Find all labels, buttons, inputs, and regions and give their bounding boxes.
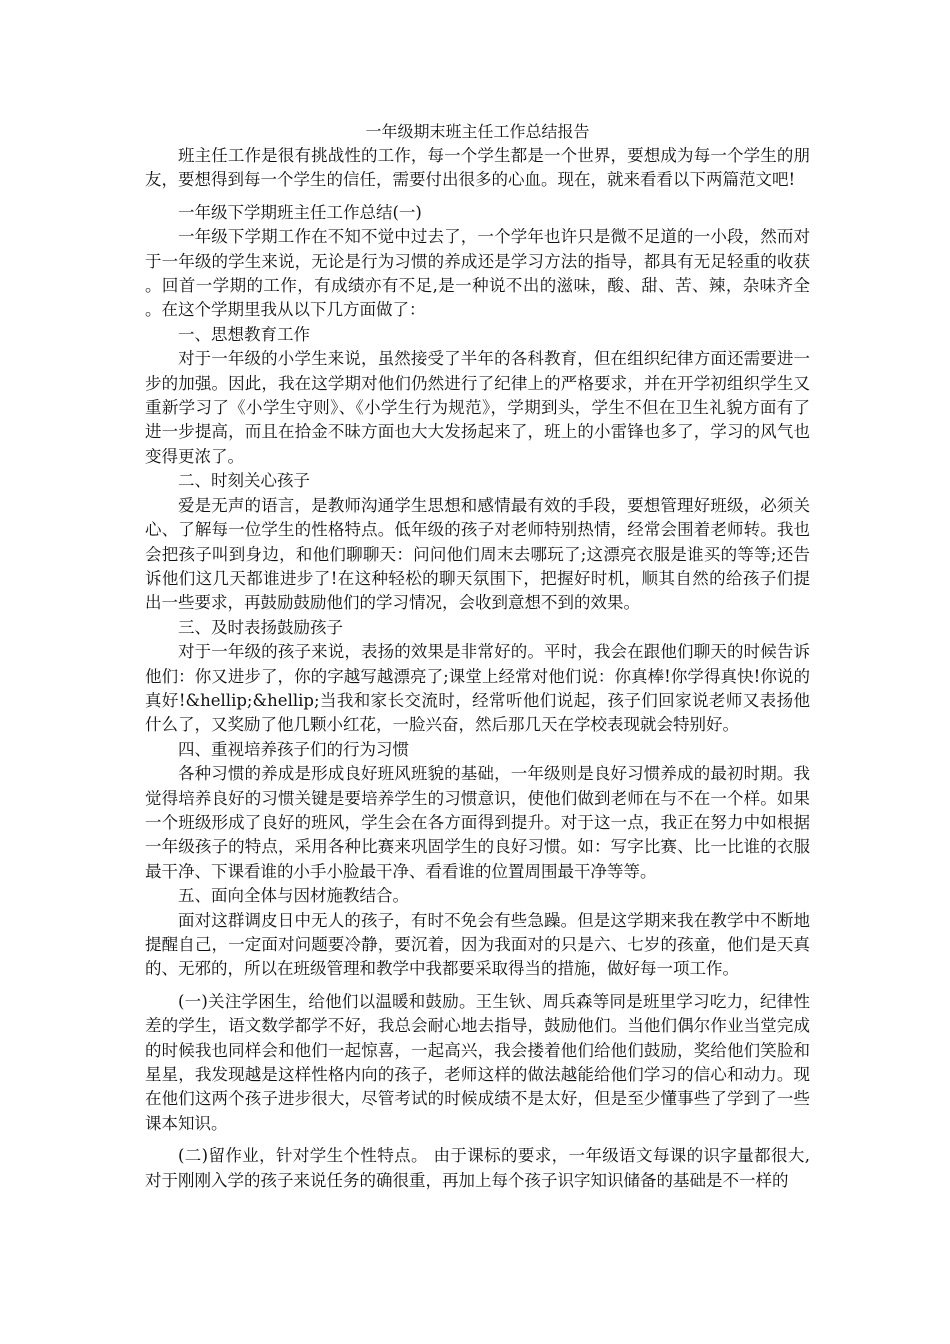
paragraph-6: 面对这群调皮日中无人的孩子，有时不免会有些急躁。但是这学期来我在教学中不断地提醒自己，一定面对问题要冷静，要沉着，因为我面对的只是六、七岁的孩童，他们是天真的、无邪的，所以在班级管理和教学中我都要采取得当的措施，做好每一项工作。 [145,910,810,979]
paragraph-8: (二)留作业，针对学生个性特点。 由于课标的要求，一年级语文每课的识字量都很大,对于刚刚入学的孩子来说任务的确很重，再加上每个孩子识字知识储备的基础是不一样的 [145,1146,810,1190]
paragraph-7: (一)关注学困生，给他们以温暖和鼓励。王生钬、周兵森等同是班里学习吃力，纪律性差的学生，语文数学都学不好，我总会耐心地去指导，鼓励他们。当他们偶尔作业当堂完成的时候我也同样会和他们一起惊喜，一起高兴，我会搂着他们给他们鼓励，奖给他们笑脸和星星，我发现越是这样性格内向的孩子，老师这样的做法越能给他们学习的信心和动力。现在他们这两个孩子进步很大，尽管考试的时候成绩不是太好，但是至少懂事些了学到了一些课本知识。 [145,991,810,1133]
heading-2: 二、时刻关心孩子 [178,471,310,491]
heading-4: 四、重视培养孩子们的行为习惯 [178,739,409,759]
heading-5: 五、面向全体与因材施教结合。 [178,886,409,906]
paragraph-5: 各种习惯的养成是形成良好班风班貌的基础，一年级则是良好习惯养成的最初时期。我觉得培养良好的习惯关键是要培养学生的习惯意识，使他们做到老师在与不在一个样。如果一个班级形成了良好的班风，学生会在各方面得到提升。对于这一点，我正在努力中如根据一年级孩子的特点，采用各种比赛来巩固学生的良好习惯。如：写字比赛、比一比谁的衣服最干净、下课看谁的小手小脸最干净、看看谁的位置周围最干净等等。 [145,764,810,881]
paragraph-1: 一年级下学期工作在不知不觉中过去了，一个学年也许只是微不足道的一小段，然而对于一年级的学生来说，无论是行为习惯的养成还是学习方法的指导，都具有无足轻重的收获。回首一学期的工作，有成绩亦有不足,是一种说不出的滋味，酸、甜、苦、辣，杂味齐全。在这个学期里我从以下几方面做了： [145,227,810,320]
heading-1: 一、思想教育工作 [178,324,310,344]
paragraph-3: 爱是无声的语言，是教师沟通学生思想和感情最有效的手段，要想管理好班级，必须关心、了解每一位学生的性格特点。低年级的孩子对老师特别热情，经常会围着老师转。我也会把孩子叫到身边，和他们聊聊天：问问他们周末去哪玩了;这漂亮衣服是谁买的等等;还告诉他们这几天都谁进步了!在这种轻松的聊天氛围下，把握好时机，顺其自然的给孩子们提出一些要求，再鼓励鼓励他们的学习情况，会收到意想不到的效果。 [145,495,810,613]
intro-paragraph: 班主任工作是很有挑战性的工作，每一个学生都是一个世界，要想成为每一个学生的朋友，要想得到每一个学生的信任，需要付出很多的心血。现在，就来看看以下两篇范文吧! [145,146,810,190]
section-subtitle: 一年级下学期班主任工作总结(一) [178,202,422,222]
document-title: 一年级期末班主任工作总结报告 [365,122,590,141]
document-page [145,120,810,1193]
heading-3: 三、及时表扬鼓励孩子 [178,617,343,637]
paragraph-4: 对于一年级的孩子来说，表扬的效果是非常好的。平时，我会在跟他们聊天的时候告诉他们：你又进步了，你的字越写越漂亮了;课堂上经常对他们说：你真棒!你学得真快!你说的真好!&hellip;&hellip;当我和家长交流时，经常听他们说起，孩子们回家说老师又表扬他什么了，又奖励了他几颗小红花，一脸兴奋，然后那几天在学校表现就会特别好。 [145,642,810,735]
paragraph-2: 对于一年级的小学生来说，虽然接受了半年的各科教育，但在组织纪律方面还需要进一步的加强。因此，我在这学期对他们仍然进行了纪律上的严格要求，并在开学初组织学生又重新学习了《小学生守则》、《小学生行为规范》，学期到头，学生不但在卫生礼貌方面有了进一步提高，而且在拾金不昧方面也大大发扬起来了，班上的小雷锋也多了，学习的风气也变得更浓了。 [145,349,810,466]
